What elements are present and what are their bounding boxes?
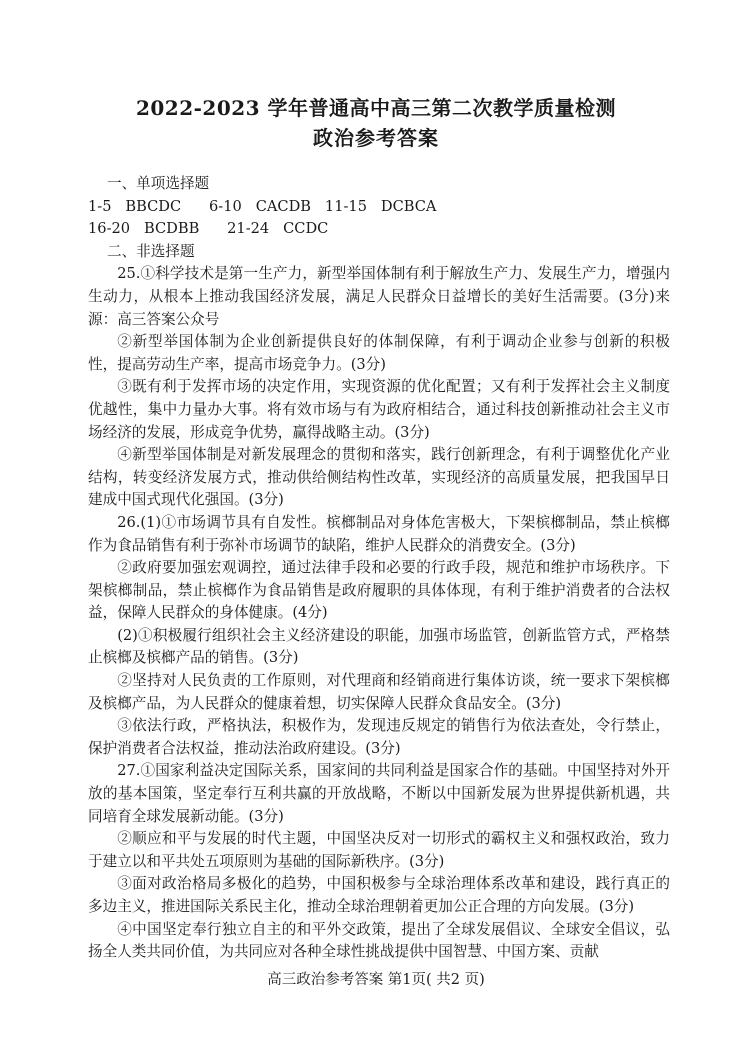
answer-content [88,173,670,964]
page-footer: 高三政治参考答案 第1页( 共2 页) [267,972,485,988]
answer-paragraph: ③依法行政，严格执法，积极作为，发现违反规定的销售行为依法查处，令行禁止，保护消费者合法权益，推动法治政府建设。(3分) [88,717,670,757]
answer-paragraph: ③既有利于发挥市场的决定作用，实现资源的优化配置；又有利于发挥社会主义制度优越性，集中力量办大事。将有效市场与有为政府相结合，通过科技创新推动社会主义市场经济的发展，形成竞争优势，赢得战略主动。(3分) [88,378,670,441]
page-title: 2022-2023 学年普通高中高三第二次教学质量检测 [135,96,617,120]
answer-paragraph: ②顺应和平与发展的时代主题，中国坚决反对一切形式的霸权主义和强权政治，致力于建立以和平共处五项原则为基础的国际新秩序。(3分) [88,830,670,870]
answer-paragraph: ④中国坚定奉行独立自主的和平外交政策，提出了全球发展倡议、全球安全倡议，弘扬全人类共同价值，为共同应对各种全球性挑战提供中国智慧、中国方案、贡献 [88,920,670,961]
section-heading-nonchoice: 二、非选择题 [106,242,195,260]
answer-paragraph: ④新型举国体制是对新发展理念的贯彻和落实，践行创新理念，有利于调整优化产业结构，转变经济发展方式，推动供给侧结构性改革，实现经济的高质量发展，把我国早日建成中国式现代化强国。(3分) [88,446,670,509]
answer-paragraph: ②坚持对人民负责的工作原则，对代理商和经销商进行集体访谈，统一要求下架槟榔及槟榔产品，为人民群众的健康着想，切实保障人民群众食品安全。(3分) [88,672,670,712]
answer-paragraph: 26.(1)①市场调节具有自发性。槟榔制品对身体危害极大，下架槟榔制品，禁止槟榔作为食品销售有利于弥补市场调节的缺陷，维护人民群众的消费安全。(3分) [88,513,670,554]
page-subtitle: 政治参考答案 [313,126,439,150]
answer-paragraph: ②新型举国体制为企业创新提供良好的体制保障，有利于调动企业参与创新的积极性，提高劳动生产率，提高市场竞争力。(3分) [88,333,670,373]
answer-paragraph: 25.①科学技术是第一生产力，新型举国体制有利于解放生产力、发展生产力，增强内生动力，从根本上推动我国经济发展，满足人民群众日益增长的美好生活需要。(3分)来源：高三答案公众号 [88,265,670,328]
choice-answers-row-1: 1-5 BBCDC 6-10 CACDB 11-15 DCBCA [88,197,437,215]
choice-answers-row-2: 16-20 BCDBB 21-24 CCDC [88,220,329,238]
answer-paragraph: (2)①积极履行组织社会主义经济建设的职能，加强市场监管，创新监管方式，严格禁止槟榔及槟榔产品的销售。(3分) [88,626,670,667]
answer-paragraph: 27.①国家利益决定国际关系，国家间的共同利益是国家合作的基础。中国坚持对外开放的基本国策，坚定奉行互利共赢的开放战略，不断以中国新发展为世界提供新机遇，共同培育全球发展新动能。(3分) [88,762,670,825]
answer-paragraph: ③面对政治格局多极化的趋势，中国积极参与全球治理体系改革和建设，践行真正的多边主义，推进国际关系民主化，推动全球治理朝着更加公正合理的方向发展。(3分) [88,875,670,915]
section-heading-choice: 一、单项选择题 [106,175,210,192]
answer-paragraph: ②政府要加强宏观调控，通过法律手段和必要的行政手段，规范和维护市场秩序。下架槟榔制品，禁止槟榔作为食品销售是政府履职的具体体现，有利于维护消费者的合法权益，保障人民群众的身体健康。(4分) [88,559,670,622]
